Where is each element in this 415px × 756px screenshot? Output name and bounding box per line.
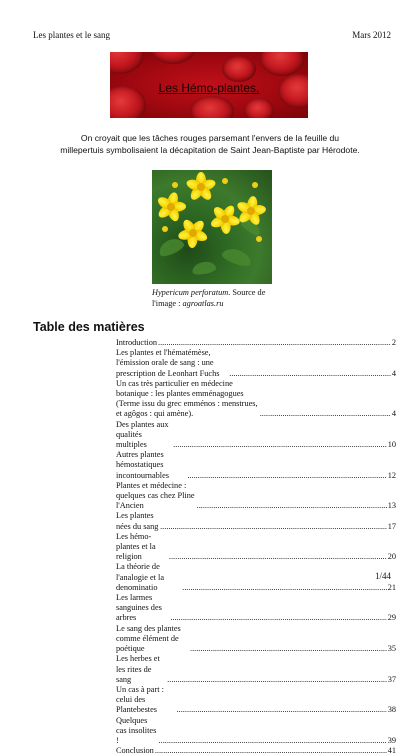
toc-entry[interactable]: Un cas très particulier en médecine botanique : les plantes emménagogues (Terme issu du grec emménos : menstrues, et agôgos : qui amène). ..... 4 xyxy=(116,379,396,420)
figure-caption xyxy=(152,288,277,309)
toc-entry[interactable]: Les larmes sanguines des arbres ..... 29 xyxy=(116,593,396,624)
toc-entry[interactable]: Conclusion ..... 41 xyxy=(116,746,396,756)
blood-cells-banner xyxy=(110,52,308,118)
toc-entry[interactable]: Quelques cas insolites ! ..... 39 xyxy=(116,716,396,747)
banner-title: Les Hémo-plantes. xyxy=(158,81,260,95)
toc-entry[interactable]: Les plantes et l'hématémèse, l'émission orale de sang : une prescription de Leonhart Fuchs ..... 4 xyxy=(116,348,396,379)
running-header-title: Les plantes et le sang xyxy=(33,30,110,40)
toc-entry[interactable]: Le sang des plantes comme élément de poétique ..... 35 xyxy=(116,624,396,655)
toc-entry[interactable]: Plantes et médecine : quelques cas chez Pline l'Ancien ..... 13 xyxy=(116,481,396,512)
toc-entry[interactable]: Un cas à part : celui des Plantebestes ..... 38 xyxy=(116,685,396,716)
table-of-contents xyxy=(116,338,396,756)
running-header-date: Mars 2012 xyxy=(352,30,391,40)
page-number: 1/44 xyxy=(374,571,391,581)
intro-paragraph: On croyait que les tâches rouges parsemant l'envers de la feuille du millepertuis symbolisaient la décapitation de Saint Jean-Baptiste par Hérodote. xyxy=(60,133,360,155)
toc-entry[interactable]: Des plantes aux qualités multiples ..... 10 xyxy=(116,420,396,451)
caption-source: agroatlas.ru xyxy=(182,298,224,308)
caption-species: Hypericum perforatum xyxy=(152,288,229,297)
toc-entry[interactable]: Introduction ..... 2 xyxy=(116,338,396,348)
toc-entry[interactable]: La théorie de l'analogie et la denominatio ..... 21 xyxy=(116,562,396,593)
toc-entry[interactable]: Les hémo-plantes et la religion ..... 20 xyxy=(116,532,396,563)
toc-heading: Table des matières xyxy=(33,320,145,334)
hypericum-photo xyxy=(152,170,272,284)
toc-entry[interactable]: Les plantes nées du sang ..... 17 xyxy=(116,511,396,531)
toc-entry[interactable]: Les herbes et les rites de sang ..... 37 xyxy=(116,654,396,685)
toc-entry[interactable]: Autres plantes hémostatiques incontournables ..... 12 xyxy=(116,450,396,481)
caption-mid: . Source de l'image : xyxy=(152,288,266,308)
